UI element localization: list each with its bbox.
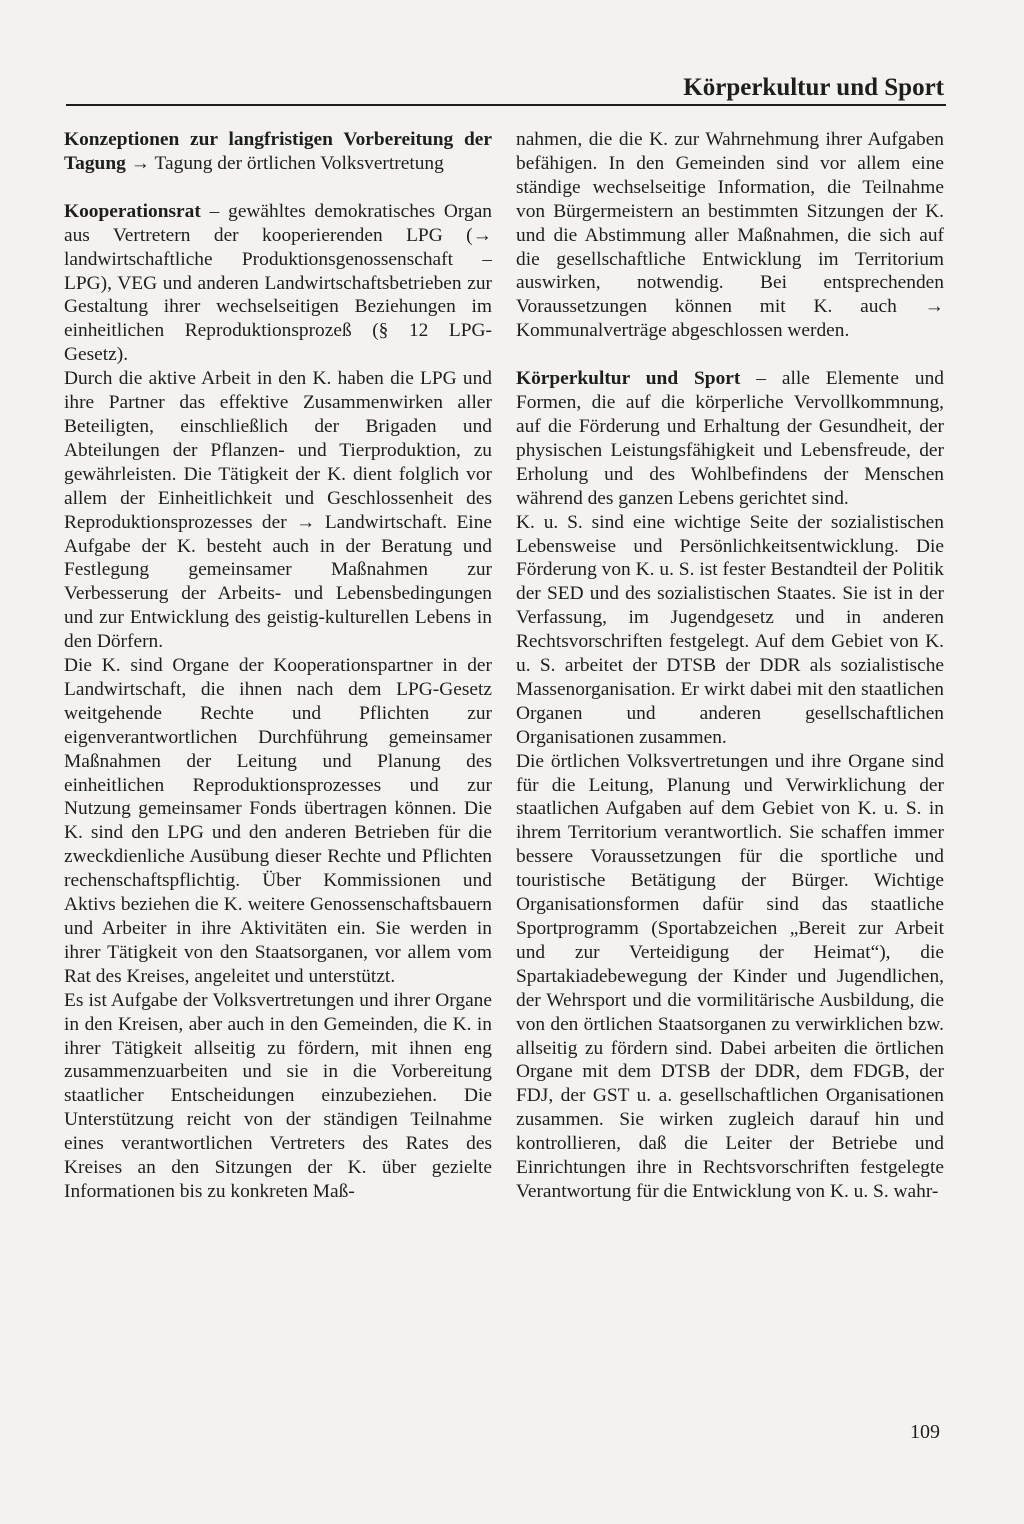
entry-term: Körperkultur und Sport [516, 368, 741, 390]
entry-text: – alle Elemente und Formen, die auf die körperliche Vervollkommnung, auf die Förderung und Erhaltung der Gesundheit, der physischen Leistungsfähigkeit und Lebensfreude, der Erholung und des Wohlbefindens der Menschen während des ganzen Lebens gerichtet sind. [516, 368, 944, 509]
entry-kooperationsrat [64, 200, 492, 367]
entry-term: Kooperationsrat [64, 200, 201, 222]
paragraph: nahmen, die die K. zur Wahrnehmung ihrer Aufgaben befähigen. In den Gemeinden sind vor allem eine ständige wechselseitige Information, die Teilnahme von Bürgermeistern an bestimmten Sitzungen der K. und die Abstimmung aller Maßnahmen, die sich auf die gesellschaftliche Entwicklung im Territorium auswirken, notwendig. Bei entsprechenden Voraussetzungen können mit K. auch → Kommunalverträge abgeschlossen werden. [516, 129, 944, 342]
entry-term: Konzeptionen zur langfristigen Vorbereitung der Tagung [64, 129, 492, 174]
entry-text: – gewähltes demokratisches Organ aus Vertretern der kooperierenden LPG (→ landwirtschaftliche Produktionsgenossenschaft – LPG), VEG und anderen Landwirtschaftsbetrieben zur Gestaltung ihrer wechselseitigen Beziehungen im einheitlichen Reproduktionsprozeß (§ 12 LPG-Gesetz). [64, 200, 492, 366]
entry-text: → Tagung der örtlichen Volksvertretung [125, 152, 444, 174]
paragraph: Durch die aktive Arbeit in den K. haben die LPG und ihre Partner das effektive Zusammenwirken aller Beteiligten, einschließlich der Brigaden und Abteilungen der Pflanzen- und Tierproduktion, zu gewährleisten. Die Tätigkeit der K. dient folglich vor allem der Einheitlichkeit und Geschlossenheit des Reproduktionsprozesses der → Landwirtschaft. Eine Aufgabe der K. besteht auch in der Beratung und Festlegung gemeinsamer Maßnahmen zur Verbesserung der Arbeits- und Lebensbedingungen und zur Entwicklung des geistig-kulturellen Lebens in den Dörfern. [64, 368, 492, 653]
right-column [516, 128, 944, 1204]
entry-koerperkultur-und-sport [516, 367, 944, 510]
header-rule [66, 104, 946, 106]
entry-konzeptionen [64, 128, 492, 176]
left-column [64, 128, 492, 1204]
paragraph: Es ist Aufgabe der Volksvertretungen und ihrer Organe in den Kreisen, aber auch in den Gemeinden, die K. in ihrer Tätigkeit allseitig zu fördern, mit ihnen eng zusammenzuarbeiten und sie in die Vorbereitung staatlicher Entscheidungen einzubeziehen. Die Unterstützung reicht von der ständigen Teilnahme eines verantwortlichen Vertreters des Rates des Kreises an den Sitzungen der K. über gezielte Informationen bis zu konkreten Maß- [64, 989, 492, 1202]
page-number: 109 [910, 1421, 940, 1443]
paragraph: Die örtlichen Volksvertretungen und ihre Organe sind für die Leitung, Planung und Verwirklichung der staatlichen Aufgaben auf dem Gebiet von K. u. S. in ihrem Territorium verantwortlich. Sie schaffen immer bessere Voraussetzungen für die sportliche und touristische Betätigung der Bürger. Wichtige Organisationsformen dafür sind das staatliche Sportprogramm (Sportabzeichen „Bereit zur Arbeit und zur Verteidigung der Heimat“), die Spartakiadebewegung der Kinder und Jugendlichen, der Wehrsport und die vormilitärische Ausbildung, die von den örtlichen Staatsorganen zu verwirklichen bzw. allseitig zu fördern sind. Dabei arbeiten die örtlichen Organe mit dem DTSB der DDR, dem FDGB, der FDJ, der GST u. a. gesellschaftlichen Organisationen zusammen. Sie wirken zugleich darauf hin und kontrollieren, daß die Leiter der Betriebe und Einrichtungen ihre in Rechtsvorschriften festgelegte Verantwortung für die Entwicklung von K. u. S. wahr- [516, 750, 944, 1202]
paragraph: Die K. sind Organe der Kooperationspartner in der Landwirtschaft, die ihnen nach dem LPG-Gesetz weitgehende Rechte und Pflichten zur eigenverantwortlichen Durchführung gemeinsamer Maßnahmen der Leitung und Planung des einheitlichen Reproduktionsprozesses und zur Nutzung gemeinsamer Fonds übertragen können. Die K. sind den LPG und den anderen Betrieben für die zweckdienliche Ausübung dieser Rechte und Pflichten rechenschaftspflichtig. Über Kommissionen und Aktivs beziehen die K. weitere Genossenschaftsbauern und Arbeiter in ihre Aktivitäten ein. Sie werden in ihrer Tätigkeit von den Staatsorganen, vor allem vom Rat des Kreises, angeleitet und unterstützt. [64, 655, 492, 987]
running-head: Körperkultur und Sport [683, 74, 944, 101]
paragraph: K. u. S. sind eine wichtige Seite der sozialistischen Lebensweise und Persönlichkeitsentwicklung. Die Förderung von K. u. S. ist fester Bestandteil der Politik der SED und des sozialistischen Staates. Sie ist in der Verfassung, im Jugendgesetz und in anderen Rechtsvorschriften festgelegt. Auf dem Gebiet von K. u. S. arbeitet der DTSB der DDR als sozialistische Massenorganisation. Er wirkt dabei mit den staatlichen Organen und anderen gesellschaftlichen Organisationen zusammen. [516, 511, 944, 748]
